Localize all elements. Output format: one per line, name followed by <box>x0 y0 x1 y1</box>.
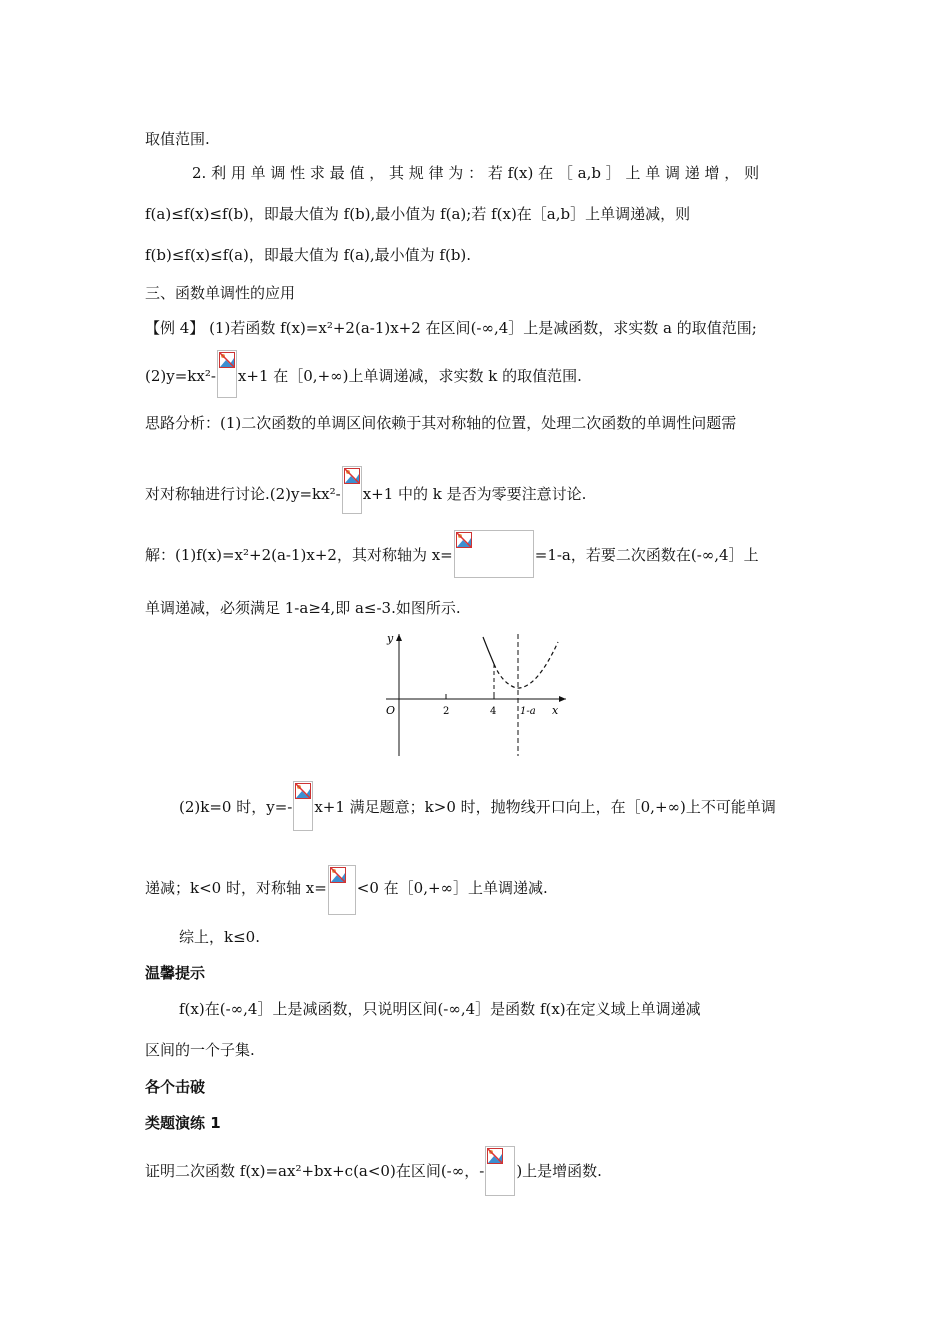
text-part: 证明二次函数 f(x)=ax²+bx+c(a<0)在区间(-∞，- <box>145 1162 485 1180</box>
exercise-heading: 类题演练 1 <box>145 1114 221 1132</box>
text-part: (2)y=kx²- <box>145 367 216 385</box>
tip-line-1: f(x)在(-∞,4］上是减函数，只说明区间(-∞,4］是函数 f(x)在定义域上单调递减 <box>179 1000 701 1018</box>
text-line-4: f(b)≤f(x)≤f(a)，即最大值为 f(a),最小值为 f(b). <box>145 246 472 264</box>
solution-line-2: 单调递减，必须满足 1-a≥4,即 a≤-3.如图所示. <box>145 599 461 617</box>
exercise-line <box>145 1161 602 1211</box>
section-heading: 三、函数单调性的应用 <box>145 284 296 302</box>
broken-image-icon <box>485 1146 515 1196</box>
text-line-1: 取值范围. <box>145 130 210 148</box>
text-part: x+1 在［0,+∞)上单调递减，求实数 k 的取值范围. <box>237 367 582 385</box>
tip-line-2: 区间的一个子集. <box>145 1041 255 1059</box>
text-part: <0 在［0,+∞］上单调递减. <box>356 879 548 897</box>
text-part: (2)k=0 时，y=- <box>179 798 293 816</box>
example-4-part2 <box>145 366 582 414</box>
origin-label: O <box>386 704 396 717</box>
x-axis-arrow <box>559 696 566 702</box>
broken-image-icon <box>454 530 534 578</box>
solution-line-1 <box>145 545 759 593</box>
solution-part2-line-1 <box>179 797 776 847</box>
y-axis-arrow <box>396 634 402 641</box>
broken-image-icon <box>342 466 362 514</box>
solution-part2-line-2 <box>145 878 548 928</box>
y-label: y <box>387 632 394 645</box>
example-4-line: 【例 4】 (1)若函数 f(x)=x²+2(a-1)x+2 在区间(-∞,4］上是减函数，求实数 a 的取值范围; <box>145 319 757 337</box>
parabola-graph <box>378 628 578 758</box>
text-part: x+1 满足题意；k>0 时，抛物线开口向上，在［0,+∞)上不可能单调 <box>314 798 776 816</box>
tick-label-4: 4 <box>490 706 497 717</box>
text-part: =1-a，若要二次函数在(-∞,4］上 <box>534 546 759 564</box>
broken-image-icon <box>293 781 313 831</box>
parabola-dashed <box>494 642 558 688</box>
analysis-line-1: 思路分析：(1)二次函数的单调区间依赖于其对称轴的位置，处理二次函数的单调性问题需 <box>145 414 737 432</box>
text-part: 解：(1)f(x)=x²+2(a-1)x+2，其对称轴为 x= <box>145 546 453 564</box>
broken-image-icon <box>328 865 356 915</box>
tick-label-2: 2 <box>443 706 450 717</box>
text-part: )上是增函数. <box>516 1162 602 1180</box>
text-line-3: f(a)≤f(x)≤f(b)，即最大值为 f(b),最小值为 f(a);若 f(x)在［a,b］上单调递减，则 <box>145 205 691 223</box>
text-part: 递减；k<0 时，对称轴 x= <box>145 879 327 897</box>
analysis-line-2 <box>145 484 586 532</box>
broken-image-icon <box>217 350 237 398</box>
parabola-solid <box>483 637 494 664</box>
text-part: x+1 中的 k 是否为零要注意讨论. <box>362 485 587 503</box>
x-label: x <box>552 704 559 717</box>
text-part: 对对称轴进行讨论.(2)y=kx²- <box>145 485 341 503</box>
tip-heading: 温馨提示 <box>145 964 206 982</box>
practice-heading: 各个击破 <box>145 1078 206 1096</box>
tick-label-1-a: 1-a <box>520 706 536 717</box>
text-line-2: 2. 利 用 单 调 性 求 最 值 ， 其 规 律 为 ： 若 f(x) 在 ［ a,b ］ 上 单 调 递 增 ， 则 <box>192 164 760 182</box>
summary-line: 综上，k≤0. <box>179 928 260 946</box>
